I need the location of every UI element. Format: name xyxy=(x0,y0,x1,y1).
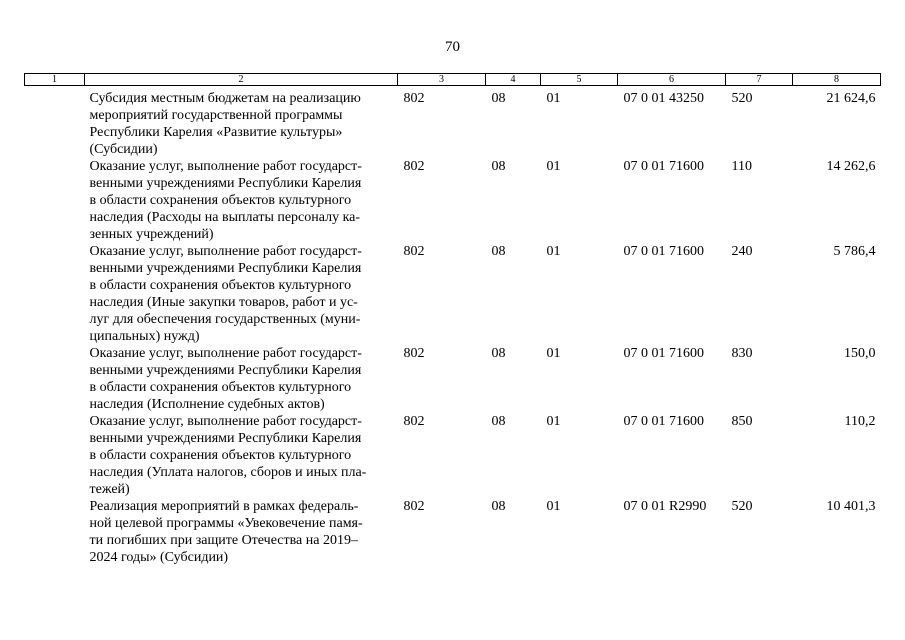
name-line: венными учреждениями Республики Карелия xyxy=(89,431,362,446)
header-row xyxy=(25,74,881,86)
cell-amount: 14 262,6 xyxy=(826,159,876,174)
header-col-7: 7 xyxy=(726,74,793,86)
cell-subsection: 01 xyxy=(546,244,561,259)
name-line: зенных учреждений) xyxy=(89,227,214,242)
header-col-4: 4 xyxy=(486,74,541,86)
cell-col-1 xyxy=(25,345,85,413)
cell-subsection: 01 xyxy=(546,499,561,514)
header-col-3: 3 xyxy=(398,74,486,86)
table-row xyxy=(25,158,881,243)
name-line: венными учреждениями Республики Карелия xyxy=(89,363,362,378)
name-line: венными учреждениями Республики Карелия xyxy=(89,261,362,276)
name-line: наследия (Расходы на выплаты персоналу ка- xyxy=(89,210,361,225)
table-row xyxy=(25,345,881,413)
name-line: ципальных) нужд) xyxy=(89,329,200,344)
table-row xyxy=(25,498,881,566)
cell-section: 08 xyxy=(491,91,506,106)
name-line: ной целевой программы «Увековечение памя- xyxy=(89,516,363,531)
name-line: в области сохранения объектов культурного xyxy=(89,193,352,208)
cell-amount: 150,0 xyxy=(844,346,876,361)
cell-name xyxy=(85,158,398,243)
cell-col-1 xyxy=(25,86,85,159)
cell-expense-type: 830 xyxy=(731,346,753,361)
cell-col-1 xyxy=(25,158,85,243)
cell-ministry: 802 xyxy=(403,244,425,259)
name-line: в области сохранения объектов культурного xyxy=(89,448,352,463)
name-line: тежей) xyxy=(89,482,130,497)
page-number: 70 xyxy=(445,39,460,55)
name-line: мероприятий государственной программы xyxy=(89,108,343,123)
cell-section: 08 xyxy=(491,346,506,361)
cell-expense-type: 520 xyxy=(731,91,753,106)
name-line: 2024 годы» (Субсидии) xyxy=(89,550,229,565)
name-line: Оказание услуг, выполнение работ государст- xyxy=(89,159,362,174)
cell-expense-type: 850 xyxy=(731,414,753,429)
cell-target-code: 07 0 01 43250 xyxy=(623,91,704,106)
name-line: Реализация мероприятий в рамках федераль- xyxy=(89,499,359,514)
cell-section: 08 xyxy=(491,244,506,259)
table-header xyxy=(25,74,881,86)
cell-target-code: 07 0 01 71600 xyxy=(623,346,704,361)
cell-col-1 xyxy=(25,498,85,566)
table-row xyxy=(25,243,881,345)
cell-subsection: 01 xyxy=(546,159,561,174)
cell-col-1 xyxy=(25,413,85,498)
table-row xyxy=(25,413,881,498)
cell-ministry: 802 xyxy=(403,499,425,514)
cell-name xyxy=(85,345,398,413)
name-line: наследия (Уплата налогов, сборов и иных пла- xyxy=(89,465,367,480)
cell-amount: 21 624,6 xyxy=(826,91,876,106)
cell-section: 08 xyxy=(491,414,506,429)
cell-expense-type: 520 xyxy=(731,499,753,514)
cell-ministry: 802 xyxy=(403,346,425,361)
cell-name xyxy=(85,498,398,566)
cell-section: 08 xyxy=(491,159,506,174)
cell-col-1 xyxy=(25,243,85,345)
budget-table xyxy=(24,73,881,566)
cell-target-code: 07 0 01 R2990 xyxy=(623,499,707,514)
cell-ministry: 802 xyxy=(403,159,425,174)
cell-ministry: 802 xyxy=(403,91,425,106)
name-line: венными учреждениями Республики Карелия xyxy=(89,176,362,191)
header-col-6: 6 xyxy=(618,74,726,86)
cell-amount: 5 786,4 xyxy=(833,244,876,259)
name-line: Оказание услуг, выполнение работ государст- xyxy=(89,346,362,361)
name-line: Субсидия местным бюджетам на реализацию xyxy=(89,91,361,106)
name-line: Республики Карелия «Развитие культуры» xyxy=(89,125,343,140)
cell-target-code: 07 0 01 71600 xyxy=(623,159,704,174)
cell-name xyxy=(85,243,398,345)
name-line: (Субсидии) xyxy=(89,142,158,157)
header-col-8: 8 xyxy=(793,74,881,86)
cell-subsection: 01 xyxy=(546,91,561,106)
header-col-2: 2 xyxy=(85,74,398,86)
table-body xyxy=(25,86,881,567)
table-row xyxy=(25,86,881,159)
name-line: ти погибших при защите Отечества на 2019– xyxy=(89,533,358,548)
name-line: наследия (Иные закупки товаров, работ и ус- xyxy=(89,295,358,310)
cell-ministry: 802 xyxy=(403,414,425,429)
name-line: Оказание услуг, выполнение работ государст- xyxy=(89,244,362,259)
name-line: в области сохранения объектов культурного xyxy=(89,278,352,293)
cell-amount: 110,2 xyxy=(844,414,876,429)
cell-amount: 10 401,3 xyxy=(826,499,876,514)
name-line: наследия (Исполнение судебных актов) xyxy=(89,397,325,412)
cell-subsection: 01 xyxy=(546,346,561,361)
cell-expense-type: 110 xyxy=(731,159,752,174)
cell-section: 08 xyxy=(491,499,506,514)
name-line: в области сохранения объектов культурного xyxy=(89,380,352,395)
name-line: Оказание услуг, выполнение работ государст- xyxy=(89,414,362,429)
cell-name xyxy=(85,86,398,159)
cell-subsection: 01 xyxy=(546,414,561,429)
header-col-5: 5 xyxy=(541,74,618,86)
cell-name xyxy=(85,413,398,498)
name-line: луг для обеспечения государственных (муни- xyxy=(89,312,361,327)
cell-target-code: 07 0 01 71600 xyxy=(623,414,704,429)
cell-expense-type: 240 xyxy=(731,244,753,259)
header-col-1: 1 xyxy=(25,74,85,86)
cell-target-code: 07 0 01 71600 xyxy=(623,244,704,259)
